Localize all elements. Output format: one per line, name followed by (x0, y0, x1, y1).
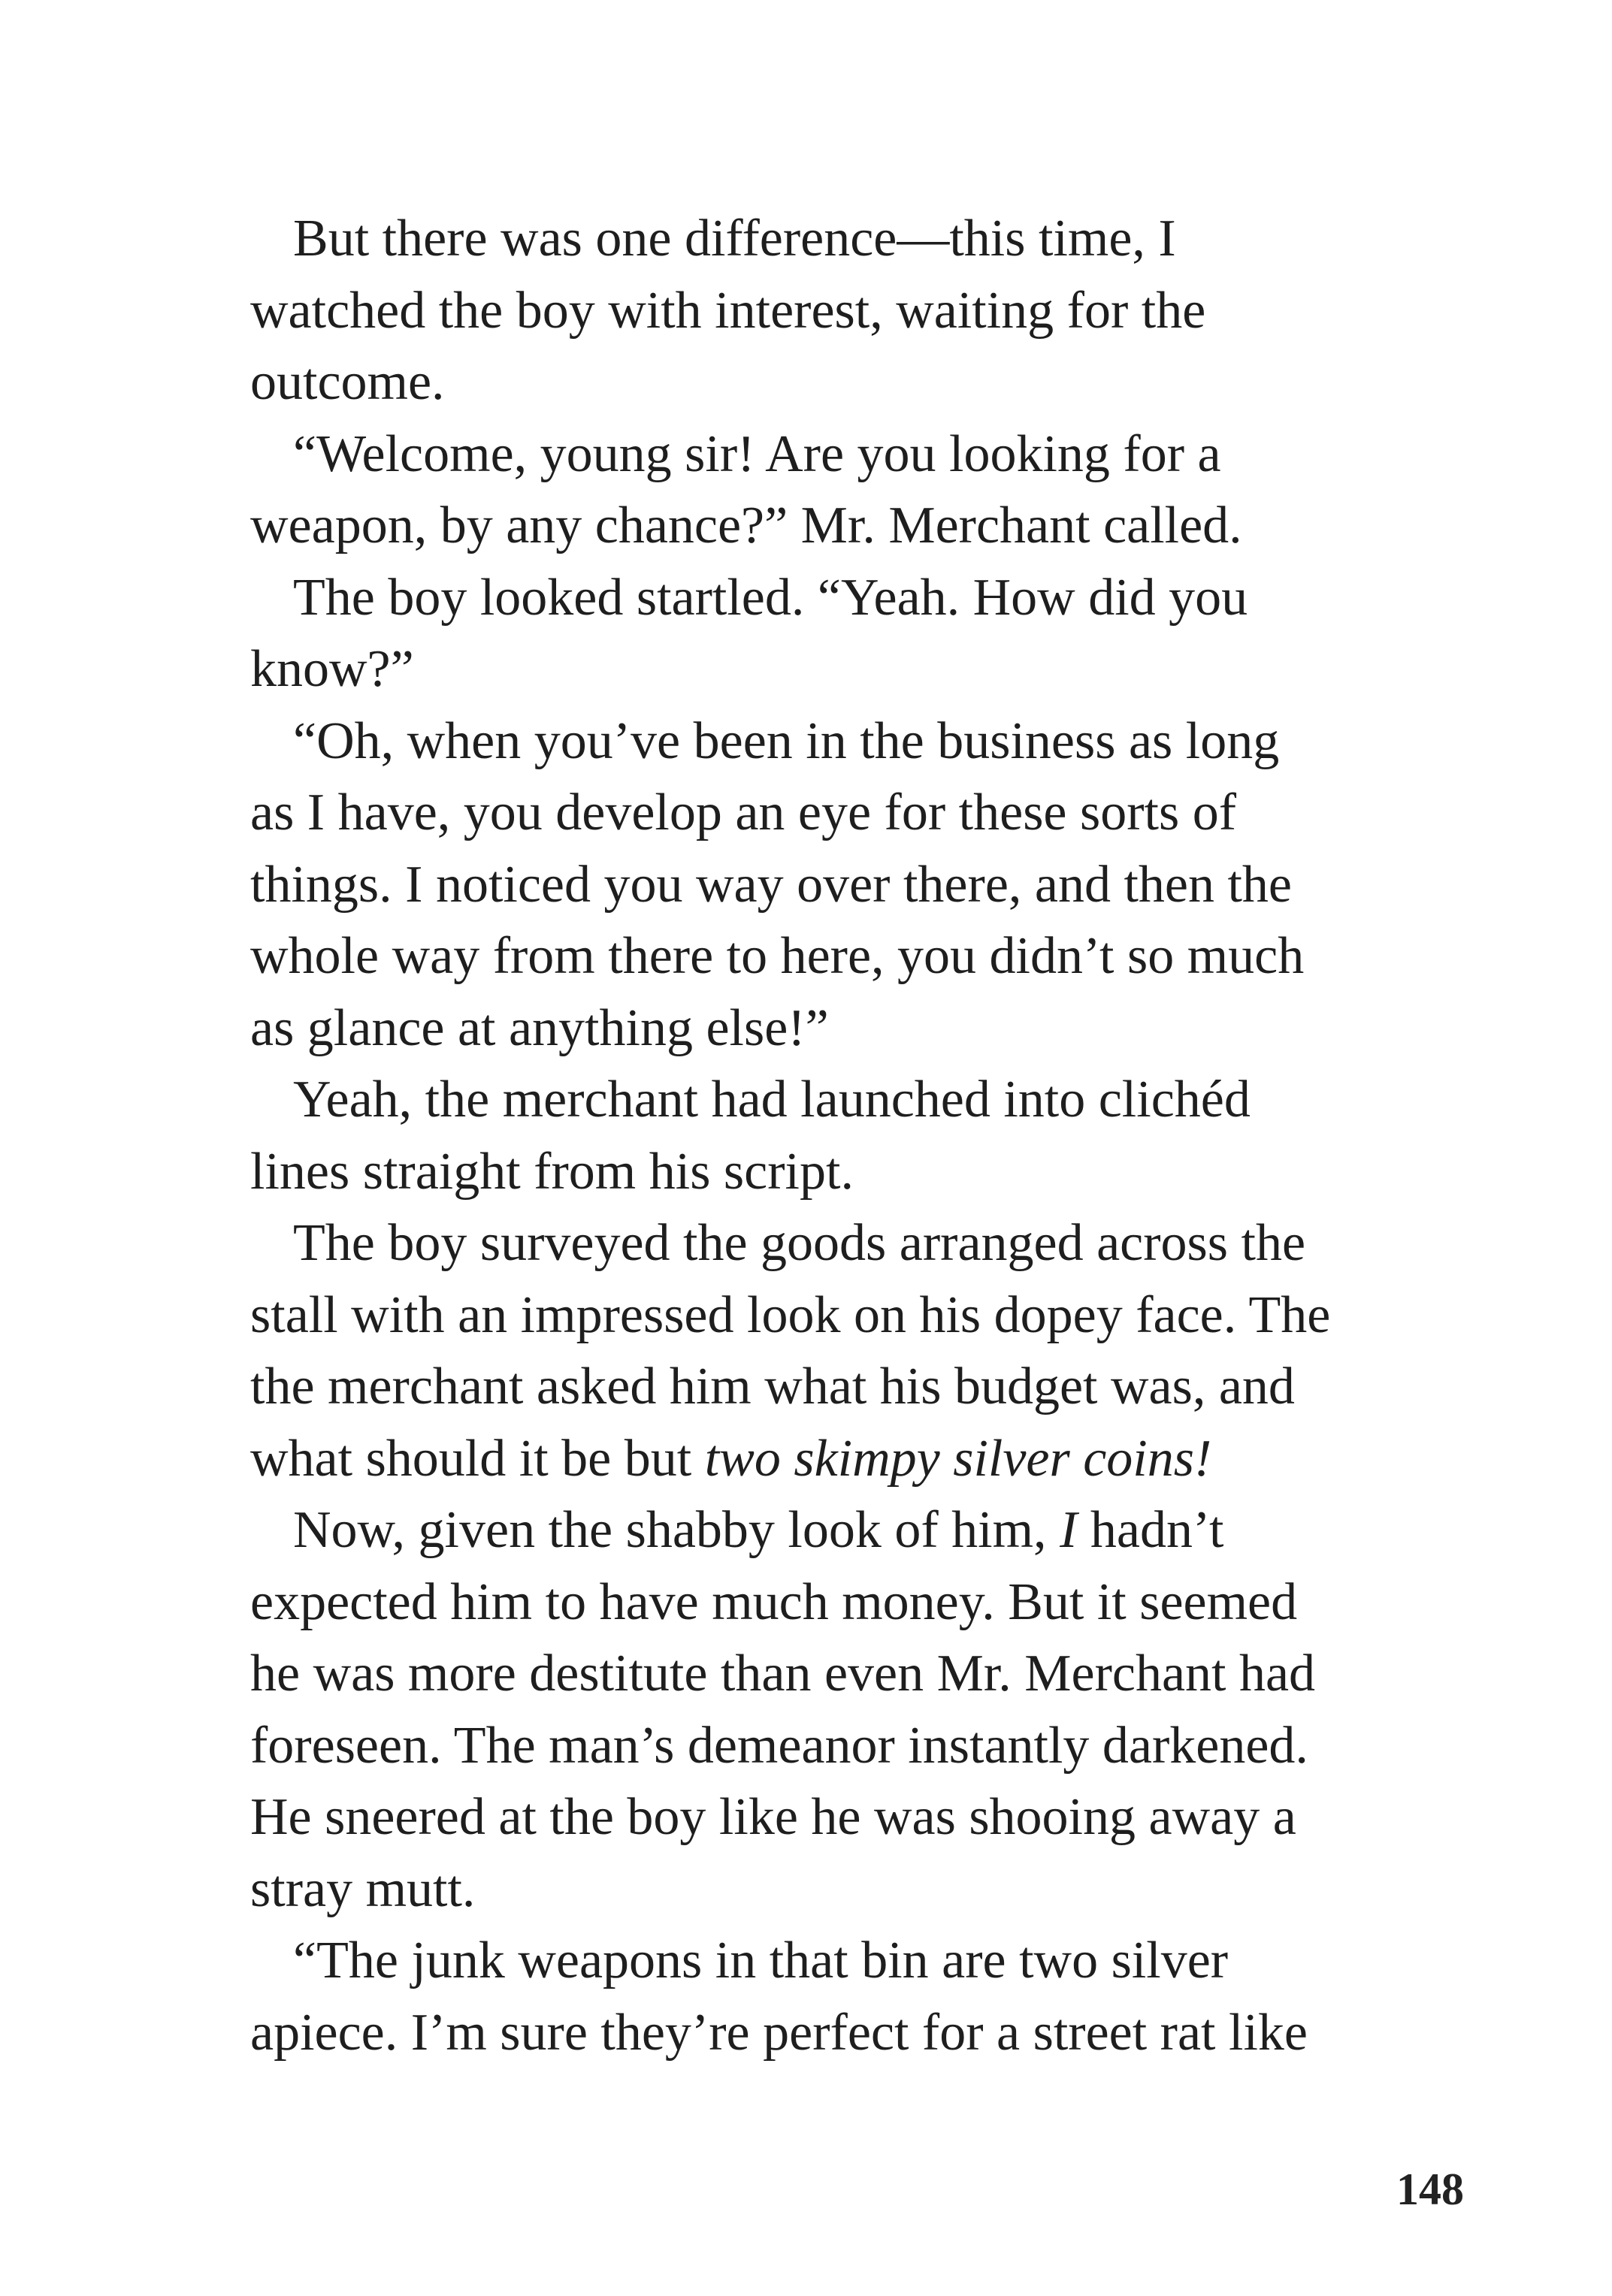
text-segment: outcome. (250, 353, 445, 411)
text-line (250, 1710, 1483, 1782)
page-text-block (250, 203, 1483, 2068)
text-segment: He sneered at the boy like he was shooing away a (250, 1788, 1296, 1846)
text-line (250, 1997, 1483, 2069)
text-segment: watched the boy with interest, waiting for the (250, 281, 1206, 340)
text-segment: things. I noticed you way over there, and then the (250, 855, 1292, 914)
text-segment: “The junk weapons in that bin are two silver (293, 1932, 1229, 1989)
text-line (250, 1638, 1483, 1710)
text-line (250, 1136, 1483, 1208)
text-segment: Now, given the shabby look of him, (293, 1501, 1060, 1559)
text-line (250, 1925, 1483, 1997)
text-line (250, 1566, 1483, 1639)
text-line (250, 1423, 1483, 1495)
text-segment: know?” (250, 640, 414, 698)
text-segment: stall with an impressed look on his dopey face. The (250, 1285, 1331, 1344)
text-line (250, 1279, 1483, 1352)
italic-text-segment: I (1060, 1501, 1078, 1559)
text-line (250, 275, 1483, 347)
text-line (250, 346, 1483, 418)
text-segment: Yeah, the merchant had launched into clichéd (293, 1071, 1251, 1128)
text-line (250, 1351, 1483, 1423)
text-segment: lines straight from his script. (250, 1142, 854, 1201)
text-segment: the merchant asked him what his budget was, and (250, 1358, 1295, 1415)
text-line (250, 777, 1483, 849)
text-segment: weapon, by any chance?” Mr. Merchant called. (250, 497, 1242, 554)
text-line (250, 1853, 1483, 1926)
text-line (250, 418, 1483, 491)
text-segment: foreseen. The man’s demeanor instantly darkened. (250, 1716, 1308, 1775)
text-line (250, 849, 1483, 921)
text-segment: “Welcome, young sir! Are you looking for a (293, 424, 1221, 483)
text-line (250, 490, 1483, 562)
text-line (250, 203, 1483, 275)
text-segment: as I have, you develop an eye for these sorts of (250, 784, 1237, 841)
italic-text-segment: two skimpy silver coins! (704, 1429, 1212, 1488)
text-segment: But there was one difference—this time, I (293, 210, 1176, 267)
text-segment: stray mutt. (250, 1859, 476, 1918)
text-line (250, 1494, 1483, 1566)
text-segment: apiece. I’m sure they’re perfect for a street rat like (250, 2003, 1308, 2062)
text-line (250, 1207, 1483, 1279)
text-line (250, 633, 1483, 705)
text-line (250, 1781, 1483, 1853)
text-segment: whole way from there to here, you didn’t so much (250, 927, 1305, 985)
text-line (250, 992, 1483, 1065)
text-segment: The boy surveyed the goods arranged across the (293, 1214, 1306, 1272)
text-segment: expected him to have much money. But it seemed (250, 1572, 1298, 1631)
text-line (250, 562, 1483, 634)
text-segment: what should it be but (250, 1429, 705, 1488)
text-segment: The boy looked startled. “Yeah. How did you (293, 568, 1248, 627)
text-line (250, 920, 1483, 992)
text-line (250, 705, 1483, 778)
text-segment: as glance at anything else!” (250, 998, 829, 1057)
page-number: 148 (1396, 2165, 1464, 2214)
text-line (250, 1064, 1483, 1136)
text-segment: hadn’t (1077, 1501, 1224, 1559)
text-segment: he was more destitute than even Mr. Merchant had (250, 1645, 1316, 1702)
text-segment: “Oh, when you’ve been in the business as long (293, 711, 1280, 770)
